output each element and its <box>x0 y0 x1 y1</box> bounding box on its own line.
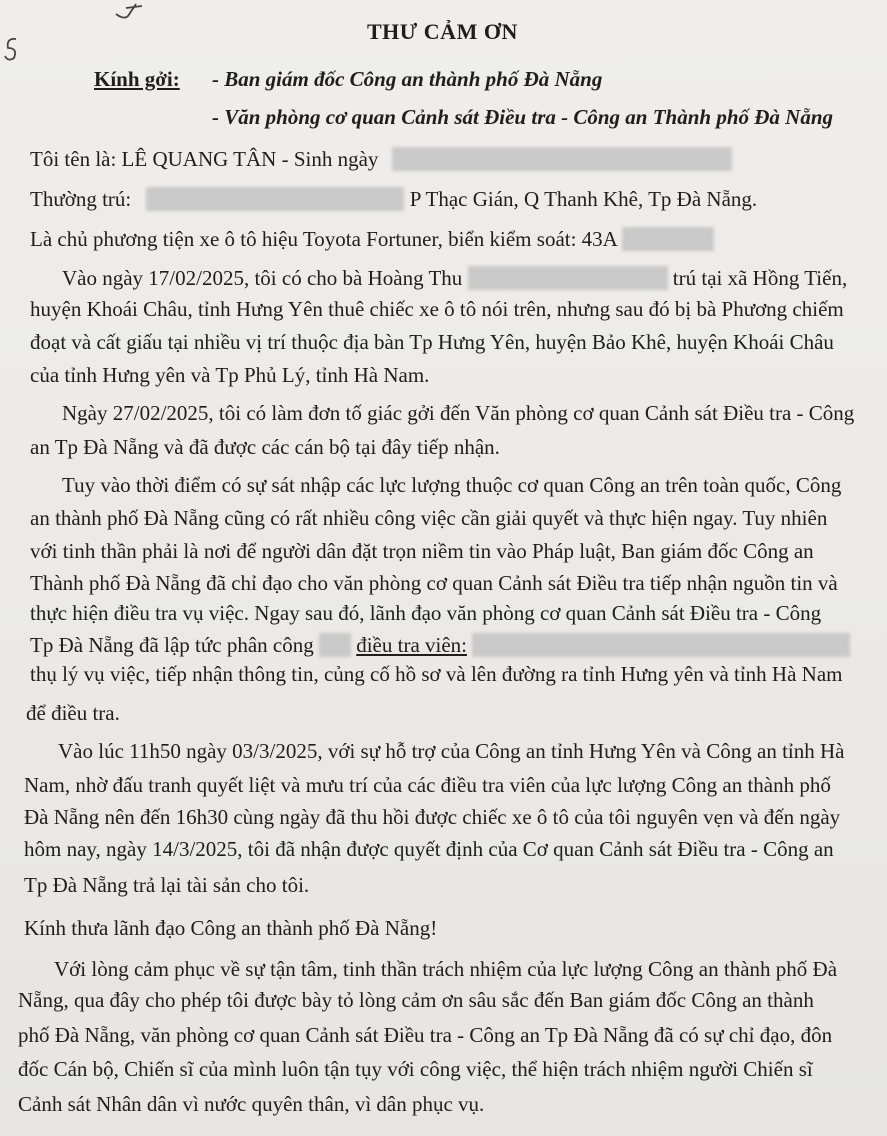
handwritten-mark-left <box>2 36 22 64</box>
name-text: Tôi tên là: LÊ QUANG TÂN - Sinh ngày <box>30 147 379 171</box>
p5-line-1: Với lòng cảm phục về sự tận tâm, tinh thần trách nhiệm của lực lượng Công an thành phố Đà <box>54 957 838 981</box>
p3-line-8: để điều tra. <box>26 701 120 725</box>
p3-line-5: thực hiện điều tra vụ việc. Ngay sau đó, lãnh đạo văn phòng cơ quan Cảnh sát Điều tra - Công <box>30 601 822 625</box>
redacted-address <box>146 187 404 211</box>
p5-line-2: Nẵng, qua đây cho phép tôi được bày tỏ lòng cảm ơn sâu sắc đến Ban giám đốc Công an thành <box>18 988 814 1012</box>
p3-line-2: an thành phố Đà Nẵng cũng có rất nhiều công việc cần giải quyết và thực hiện ngay. Tuy nhiên <box>30 506 828 530</box>
salutation-label: Kính gởi: <box>94 67 180 91</box>
residence-label: Thường trú: <box>30 187 132 211</box>
p1-line-2: huyện Khoái Châu, tỉnh Hưng Yên thuê chiếc xe ô tô nói trên, nhưng sau đó bị bà Phương chiếm <box>30 297 844 321</box>
redacted-plate <box>622 227 714 251</box>
p2-line-1: Ngày 27/02/2025, tôi có làm đơn tố giác gởi đến Văn phòng cơ quan Cảnh sát Điều tra - Công <box>62 401 855 425</box>
p5-line-5: Cảnh sát Nhân dân vì nước quyên thân, vì dân phục vụ. <box>18 1092 485 1116</box>
p3-line-4: Thành phố Đà Nẵng đã chỉ đạo cho văn phòng cơ quan Cảnh sát Điều tra tiếp nhận nguồn tin và <box>30 571 838 595</box>
redacted-officer <box>319 633 351 657</box>
redacted-birthdate <box>392 147 732 171</box>
handwritten-mark-top <box>112 0 152 24</box>
p5-line-3: phố Đà Nẵng, văn phòng cơ quan Cảnh sát Điều tra - Công an Tp Đà Nẵng đã có sự chỉ đạo, đôn <box>18 1023 833 1047</box>
recipient-2: - Văn phòng cơ quan Cảnh sát Điều tra - Công an Thành phố Đà Nẵng <box>212 105 834 129</box>
letter-title: THƯ CẢM ƠN <box>367 19 518 44</box>
p1-line-3: đoạt và cất giấu tại nhiều vị trí thuộc địa bàn Tp Hưng Yên, huyện Bảo Khê, huyện Khoái Châu <box>30 330 834 354</box>
p3-line-3: với tinh thần phải là nơi để người dân đặt trọn niềm tin vào Pháp luật, Ban giám đốc Công an <box>30 539 814 563</box>
residence-tail: P Thạc Gián, Q Thanh Khê, Tp Đà Nẵng. <box>409 187 758 211</box>
p4-line-4: hôm nay, ngày 14/3/2025, tôi đã nhận được quyết định của Cơ quan Cảnh sát Điều tra - Công an <box>24 837 834 861</box>
address-line: Kính thưa lãnh đạo Công an thành phố Đà Nẵng! <box>24 916 438 940</box>
vehicle-text: Là chủ phương tiện xe ô tô hiệu Toyota Fortuner, biển kiểm soát: 43A <box>30 227 617 251</box>
p5-line-4: đốc Cán bộ, Chiến sĩ của mình luôn tận tụy với công việc, thể hiện trách nhiệm người Chiến sĩ <box>18 1057 813 1081</box>
vehicle-line <box>30 226 714 252</box>
p3-line-6 <box>30 632 850 658</box>
name-line <box>30 146 732 172</box>
p3-line-1: Tuy vào thời điểm có sự sát nhập các lực lượng thuộc cơ quan Công an trên toàn quốc, Công <box>62 473 842 497</box>
p1-text-a: Vào ngày 17/02/2025, tôi có cho bà Hoàng Thu <box>62 266 463 290</box>
p4-line-5: Tp Đà Nẵng trả lại tài sản cho tôi. <box>24 873 310 897</box>
p1-text-b: trú tại xã Hồng Tiến, <box>672 266 848 290</box>
p3-text-a: Tp Đà Nẵng đã lập tức phân công <box>30 633 314 657</box>
residence-line <box>30 186 757 212</box>
redacted-person <box>468 266 668 290</box>
p3-line-7: thụ lý vụ việc, tiếp nhận thông tin, củng cố hồ sơ và lên đường ra tỉnh Hưng yên và tỉnh Hà Nam <box>30 662 843 686</box>
p1-line-4: của tỉnh Hưng yên và Tp Phủ Lý, tỉnh Hà Nam. <box>30 363 430 387</box>
p4-line-3: Đà Nẵng nên đến 16h30 cùng ngày đã thu hồi được chiếc xe ô tô của tôi nguyên vẹn và đến ngày <box>24 805 841 829</box>
p1-line-1 <box>62 265 847 291</box>
p4-line-1: Vào lúc 11h50 ngày 03/3/2025, với sự hỗ trợ của Công an tỉnh Hưng Yên và Công an tỉnh Hà <box>58 739 845 763</box>
p2-line-2: an Tp Đà Nẵng và đã được các cán bộ tại đây tiếp nhận. <box>30 435 500 459</box>
redacted-investigators <box>472 633 850 657</box>
recipient-1: - Ban giám đốc Công an thành phố Đà Nẵng <box>212 67 603 91</box>
p3-text-b: điều tra viên: <box>356 633 468 657</box>
p4-line-2: Nam, nhờ đấu tranh quyết liệt và mưu trí của các điều tra viên của lực lượng Công an thành phố <box>24 773 831 797</box>
